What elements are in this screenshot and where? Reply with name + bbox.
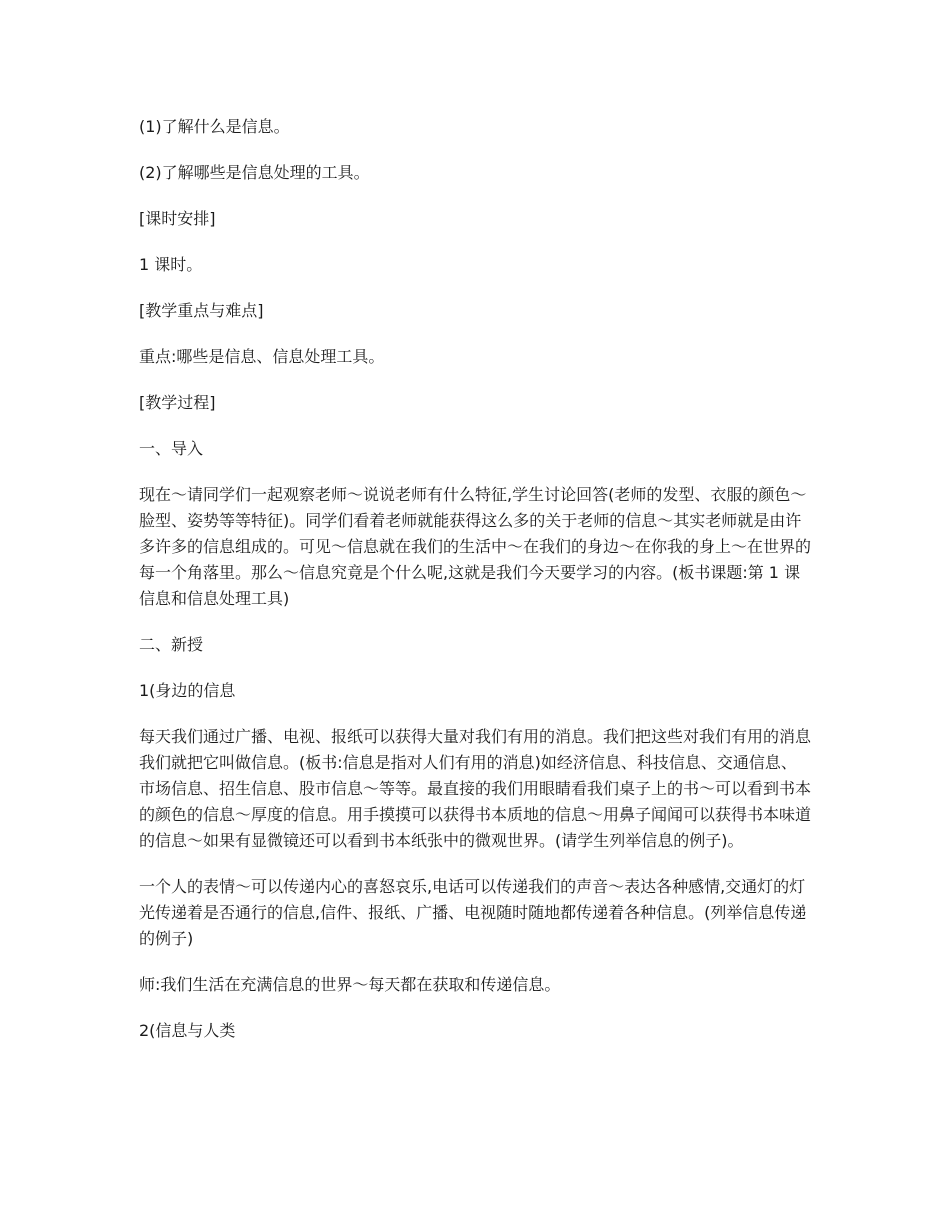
schedule-text: 1 课时。: [139, 255, 203, 274]
objective-2: (2)了解哪些是信息处理的工具。: [139, 163, 370, 182]
information-around-paragraph: 每天我们通过广播、电视、报纸可以获得大量对我们有用的消息。我们把这些对我们有用的消息我们就把它叫做信息。(板书:信息是指对人们有用的消息)如经济信息、科技信息、交通信息、市场信息、招生信息、股市信息～等等。最直接的我们用眼睛看我们桌子上的书～可以看到书本的颜色的信息～厚度的信息。用手摸摸可以获得书本质地的信息～用鼻子闻闻可以获得书本味道的信息～如果有显微镜还可以看到书本纸张中的微观世界。(请学生列举信息的例子)。: [139, 727, 812, 850]
document-body: [139, 114, 811, 1064]
objective-1: (1)了解什么是信息。: [139, 117, 290, 136]
section-heading-schedule: [课时安排]: [139, 209, 216, 228]
subheading-new-lesson: 二、新授: [139, 635, 204, 654]
information-transfer-paragraph: 一个人的表情～可以传递内心的喜怒哀乐,电话可以传递我们的声音～表达各种感情,交通灯的灯光传递着是否通行的信息,信件、报纸、广播、电视随时随地都传递着各种信息。(列举信息传递的例子): [139, 877, 807, 948]
key-points-text: 重点:哪些是信息、信息处理工具。: [139, 347, 385, 366]
introduction-paragraph: 现在～请同学们一起观察老师～说说老师有什么特征,学生讨论回答(老师的发型、衣服的颜色～脸型、姿势等等特征)。同学们看着老师就能获得这么多的关于老师的信息～其实老师就是由许多许多的信息组成的。可见～信息就在我们的生活中～在我们的身边～在你我的身上～在世界的每一个角落里。那么～信息究竟是个什么呢,这就是我们今天要学习的内容。(板书课题:第 1 课 信息和信息处理工具): [139, 485, 812, 608]
subheading-introduction: 一、导入: [139, 439, 204, 458]
section-heading-key-points: [教学重点与难点]: [139, 301, 264, 320]
subheading-information-humanity: 2(信息与人类: [139, 1021, 236, 1040]
subheading-information-around: 1(身边的信息: [139, 681, 236, 700]
section-heading-process: [教学过程]: [139, 393, 216, 412]
teacher-remark: 师:我们生活在充满信息的世界～每天都在获取和传递信息。: [139, 975, 561, 994]
